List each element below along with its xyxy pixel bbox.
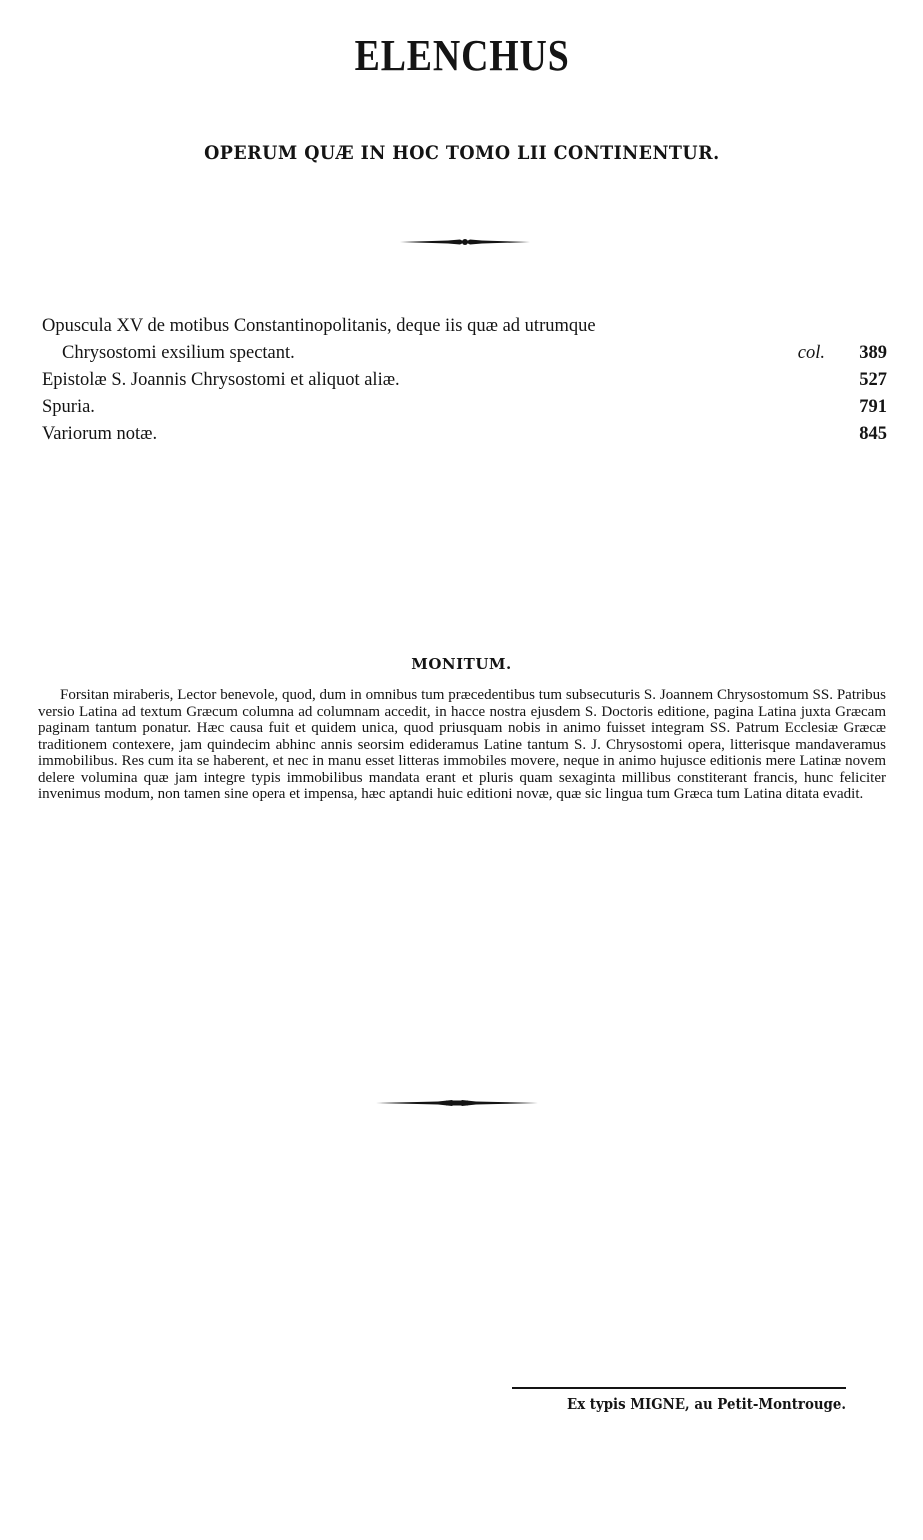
column-label: col.: [797, 343, 825, 363]
toc-page-number: 389: [859, 343, 887, 363]
monitum-heading: MONITUM.: [411, 655, 512, 673]
toc-page-number: 791: [859, 397, 887, 417]
toc-entry-title: Spuria.: [42, 397, 95, 417]
toc-page-number: 845: [859, 424, 887, 444]
imprint-rule: [512, 1387, 846, 1389]
printer-imprint: Ex typis MIGNE, au Petit-Montrouge.: [567, 1396, 846, 1413]
toc-entry-title: Variorum notæ.: [42, 424, 158, 444]
toc-page-number: 527: [859, 370, 887, 390]
toc-entry-line: [42, 367, 887, 394]
toc-entry-title: Opuscula XV de motibus Constantinopolitanis, deque iis quæ ad utrumque: [42, 316, 596, 336]
toc-entry-title-continued: Chrysostomi exsilium spectant.: [62, 343, 295, 363]
toc-entry-title: Epistolæ S. Joannis Chrysostomi et aliquot aliæ.: [42, 370, 400, 390]
table-of-contents: [42, 313, 887, 448]
ornamental-rule-bottom: [376, 1096, 538, 1110]
page-title: ELENCHUS: [354, 31, 570, 80]
toc-entry-line: [42, 421, 887, 448]
toc-entry-line: [42, 394, 887, 421]
page-subtitle: OPERUM QUÆ IN HOC TOMO LII CONTINENTUR.: [204, 142, 720, 164]
monitum-paragraph: Forsitan miraberis, Lector benevole, quod, dum in omnibus tum præcedentibus tum subsecuturis S. Joannem Chrysostomum SS. Patribus versio Latina ad textum Græcum columna ad columnam accedit, in hacce nostra ejusdem S. Doctoris editione, pagina Latina juxta Græcam paginam tantum ponatur. Hæc causa fuit et quidem unica, quod priusquam nobis in animo fuisset integram SS. Patrum Ecclesiæ Græcæ traditionem contexere, jam quindecim abhinc annis seorsim edideramus Latine tantum S. J. Chrysostomi opera, litterisque mandaveramus immobilibus. Res cum ita se haberent, et nec in manu esset litteras immobiles movere, neque in animo hujusce editionis mere Latinæ novem delere volumina quæ jam integre typis immobilibus mandata erant et pluris quam sexaginta millibus constiterant francis, hunc feliciter invenimus modum, non tamen sine opera et impensa, hæc aptandi huic editioni novæ, quæ sic lingua tum Græca tum Latina ditata evadit.: [38, 687, 886, 802]
toc-entry-line: [42, 313, 887, 340]
toc-entry-line: [42, 340, 887, 367]
ornamental-rule-top: [400, 236, 530, 248]
